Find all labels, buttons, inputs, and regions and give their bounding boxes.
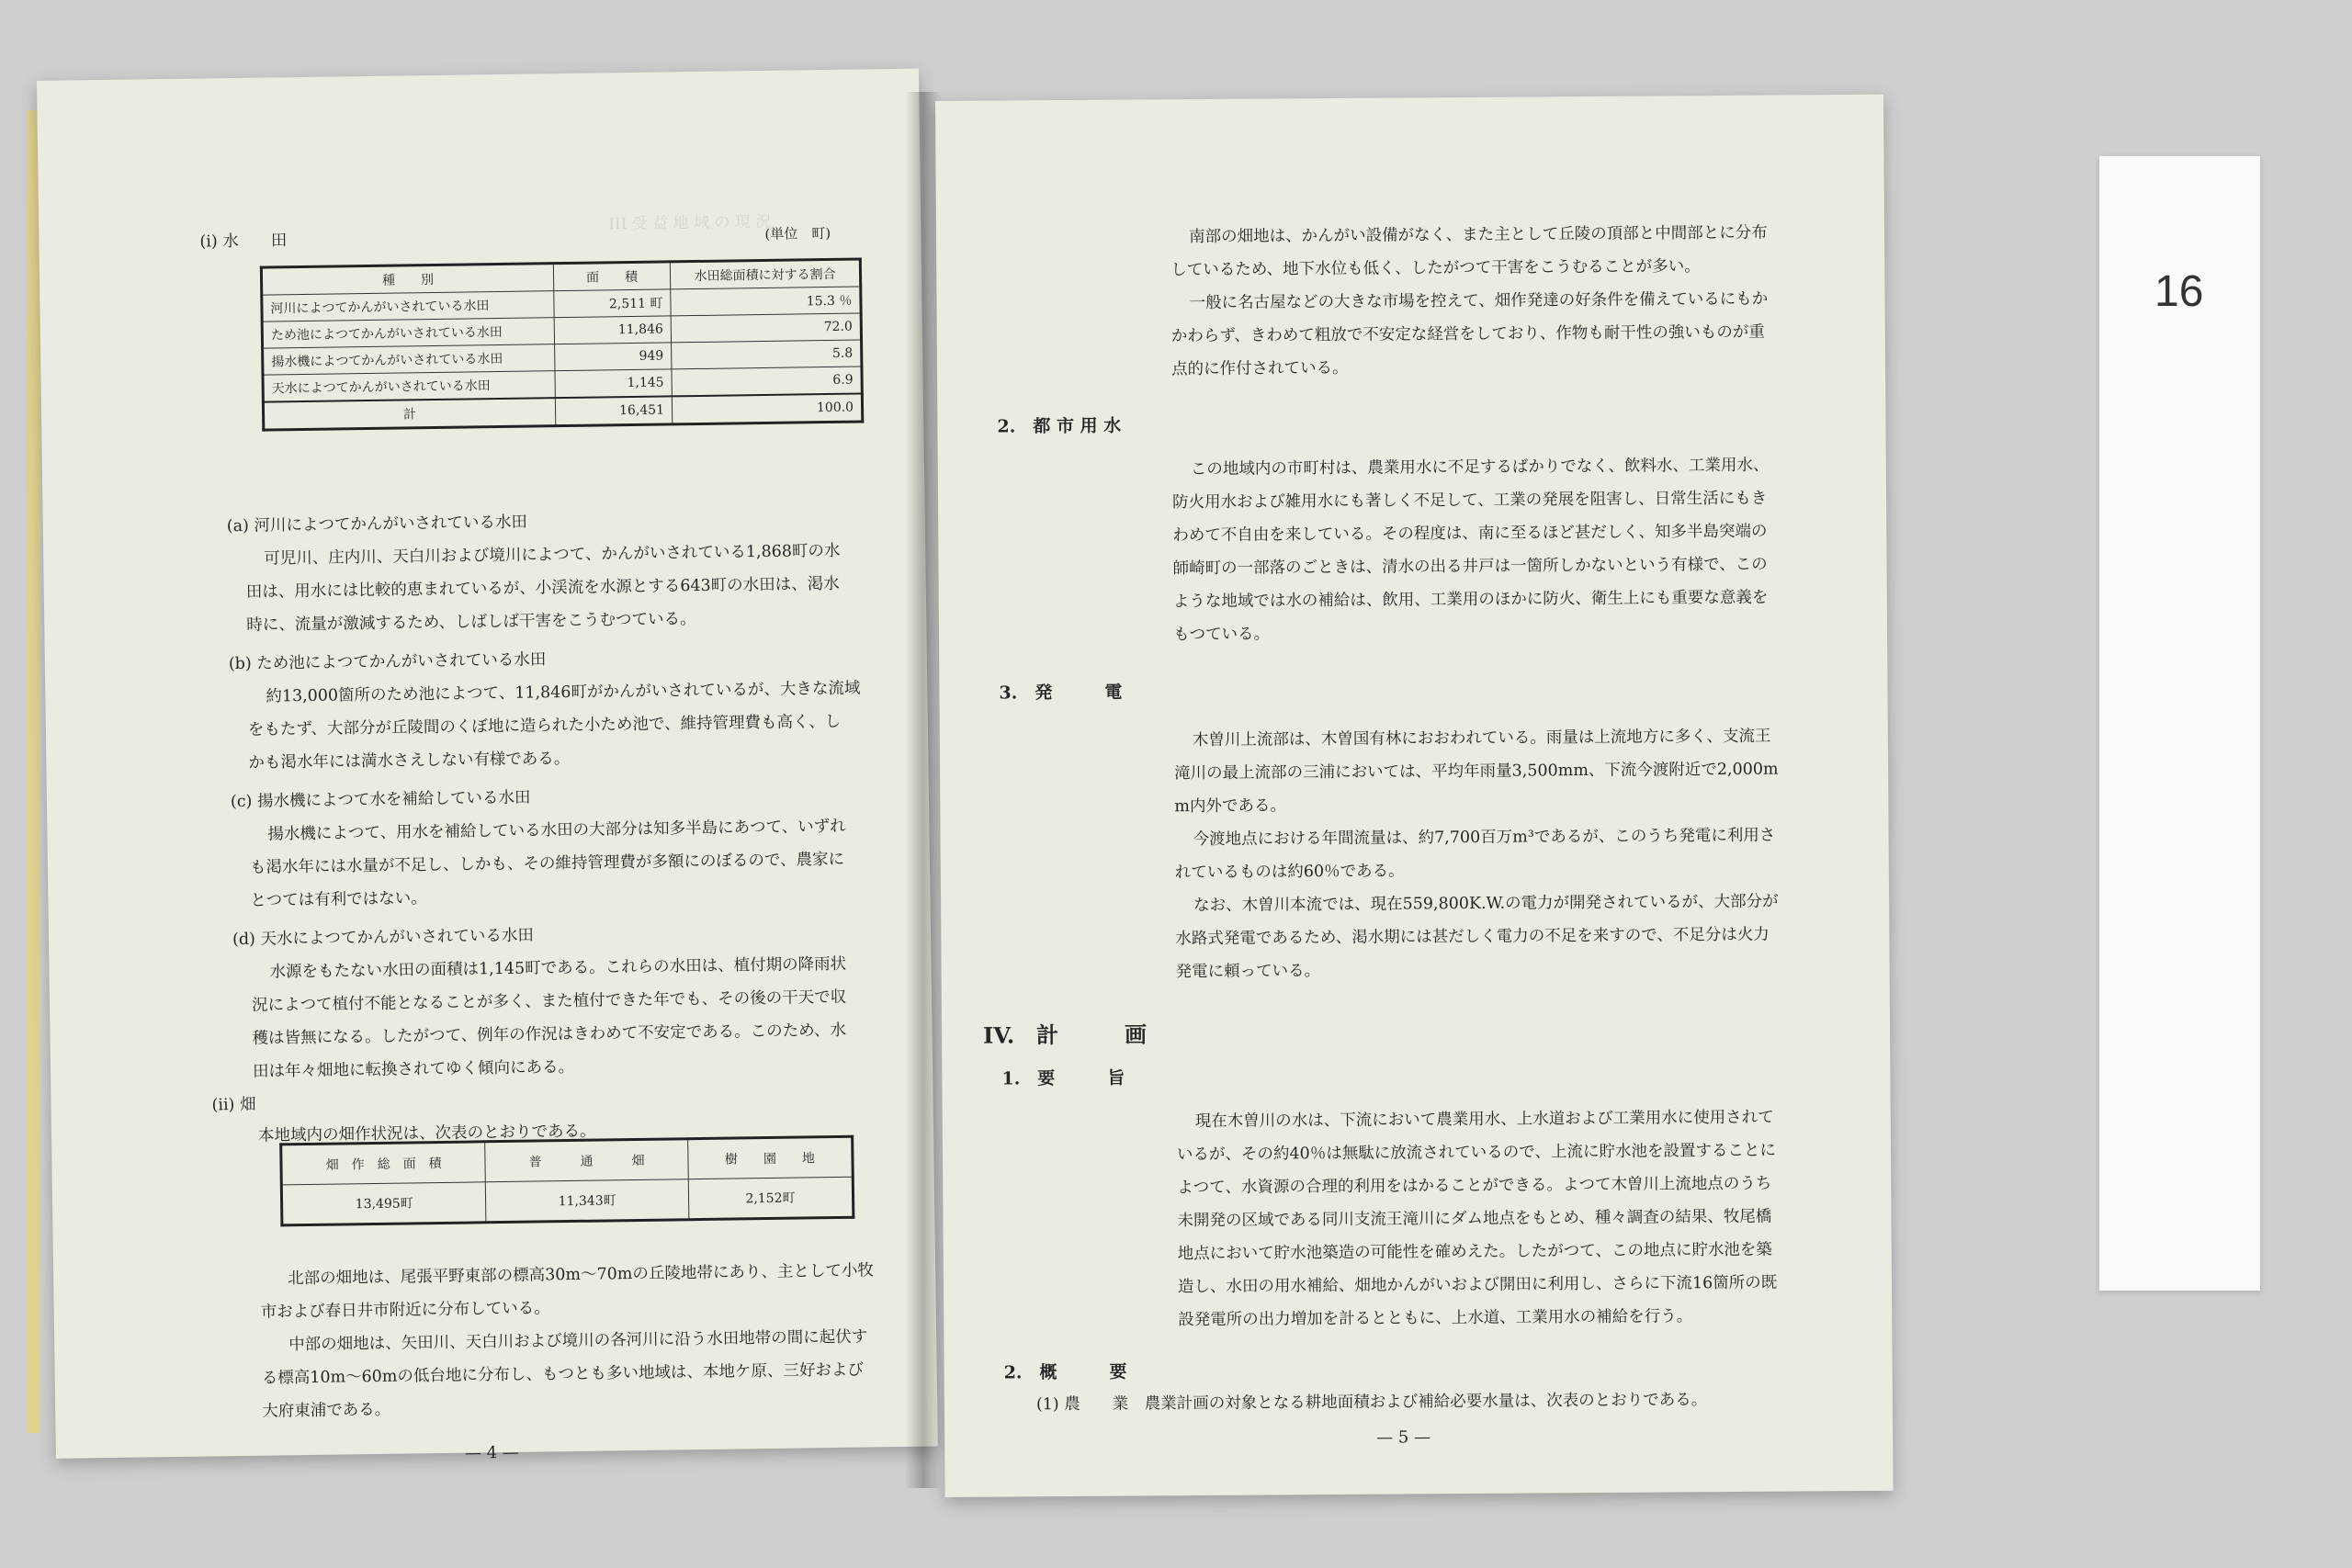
purpose-line: 現在木曽川の水は、下流において農業用水、上水道および工業用水に使用されて xyxy=(1194,1108,1774,1132)
right-top-line: しているため、地下水位も低く、したがつて干害をこうむることが多い。 xyxy=(1170,257,1701,280)
urban-water-line: この地域内の市町村は、農業用水に不足するばかりでなく、飲料水、工業用水、 xyxy=(1190,456,1770,479)
table-header: 普 通 畑 xyxy=(485,1139,688,1182)
section-power-title: 3. 発 電 xyxy=(999,682,1123,704)
urban-water-line: もつている。 xyxy=(1172,625,1271,645)
subsection-a-line: 田は、用水には比較的恵まれているが、小渓流を水源とする643町の水田は、渇水 xyxy=(245,574,840,602)
table-cell: 13,495町 xyxy=(281,1182,486,1225)
index-tag-number: 16 xyxy=(2154,267,2204,316)
table-cell: 2,152町 xyxy=(688,1177,854,1219)
left-page xyxy=(37,69,938,1463)
subsection-a-title: (a) 河川によつてかんがいされている水田 xyxy=(226,513,528,536)
subsection-c-title: (c) 揚水機によつて水を補給している水田 xyxy=(230,788,531,812)
section-outline-title: 2. 概 要 xyxy=(1003,1361,1127,1383)
subsection-d-title: (d) 天水によつてかんがいされている水田 xyxy=(232,926,535,950)
subsection-c-line: も渇水年には水量が不足し、しかも、その維持管理費が多額にのぼるので、農家に xyxy=(249,850,845,877)
table-header: 樹 園 地 xyxy=(688,1136,854,1179)
unit-cho: 町 xyxy=(650,296,663,311)
power-line: 木曽川上流部は、木曽国有林におおわれている。雨量は上流地方に多く、支流王 xyxy=(1192,727,1771,750)
right-top-line: 一般に名古屋などの大きな市場を控えて、畑作発達の好条件を備えているにもか xyxy=(1189,289,1769,313)
urban-water-line: わめて不自由を来している。その程度は、南に至るほど甚だしく、知多半島突端の xyxy=(1172,522,1768,546)
subsection-a-line: 時に、流量が激減するため、しばしば干害をこうむつている。 xyxy=(246,610,696,635)
section-plan-title: IV. 計 画 xyxy=(983,1021,1148,1049)
page-number-right: — 5 — xyxy=(1376,1427,1431,1448)
purpose-line: いるが、その約40％は無駄に放流されているので、上流に貯水池を設置することに xyxy=(1176,1141,1776,1165)
section-purpose-title: 1. 要 旨 xyxy=(1001,1067,1125,1089)
subsection-b-line: をもたず、大部分が丘陵間のくぼ地に造られた小ため池で、維持管理費も高く、し xyxy=(247,712,842,739)
power-line: m内外である。 xyxy=(1174,796,1287,817)
section-paddy-title: (i) 水 田 xyxy=(199,231,288,252)
page-number-left: — 4 — xyxy=(464,1442,519,1463)
urban-water-line: 防火用水および雑用水にも著しく不足して、工業の発展を阻害し、日常生活にもき xyxy=(1171,489,1768,513)
urban-water-line: 師崎町の一部落のごときは、清水の出る井戸は一箇所しかないという有様で、この xyxy=(1172,555,1768,579)
power-line: 発電に頼っている。 xyxy=(1175,962,1321,982)
upland-middle-line: 中部の畑地は、矢田川、天白川および境川の各河川に沿う水田地帯の間に起伏す xyxy=(288,1327,868,1355)
purpose-line: 未開発の区域である同川支流王滝川にダム地点をもとめ、種々調査の結果、牧尾橋 xyxy=(1177,1207,1772,1231)
subsection-c-line: 揚水機によつて、用水を補給している水田の大部分は知多半島にあつて、いずれ xyxy=(267,817,846,844)
bleed-through-text: III 受 益 地 域 の 現 況 xyxy=(608,212,772,234)
right-top-line: 点的に作付されている。 xyxy=(1170,358,1349,379)
table-cell: 天水によつてかんがいされている水田 xyxy=(263,371,555,402)
subsection-c-line: とつては有利ではない。 xyxy=(250,889,427,910)
power-line: なお、木曽川本流では、現在559,800K.W.の電力が開発されているが、大部分が xyxy=(1193,892,1779,916)
purpose-line: よつて、水資源の合理的利用をはかることができる。よつて木曽川上流地点のうち xyxy=(1177,1174,1772,1198)
power-line: れているものは約60％である。 xyxy=(1174,862,1405,883)
power-line: 今渡地点における年間流量は、約7,700百万m³であるが、このうち発電に利用さ xyxy=(1193,826,1776,850)
subsection-d-line: 況によつて植付不能となることが多く、また植付できた年でも、その後の干天で収 xyxy=(251,987,847,1015)
right-page xyxy=(935,95,1894,1497)
outline-agriculture-line: (1) 農 業 農業計画の対象となる耕地面積および補給必要水量は、次表のとおりである。 xyxy=(1035,1391,1708,1415)
power-line: 滝川の最上流部の三浦においては、平均年雨量3,500mm、下流今渡附近で2,000m xyxy=(1174,760,1779,784)
table-header: 水田総面積に対する割合 xyxy=(670,259,860,289)
table-cell: ため池によつてかんがいされている水田 xyxy=(262,318,554,348)
upland-north-line: 北部の畑地は、尾張平野東部の標高30m～70mの丘陵地帯にあり、主として小牧 xyxy=(288,1261,875,1289)
upland-north-line: 市および春日井市附近に分布している。 xyxy=(260,1299,550,1322)
unit-label: (単位 町) xyxy=(764,224,831,243)
right-top-line: かわらず、きわめて粗放で不安定な経営をしており、作物も耐干性の強いものが重 xyxy=(1170,322,1765,346)
subsection-d-line: 穫は皆無になる。したがつて、例年の作況はきわめて不安定である。このため、水 xyxy=(252,1021,847,1048)
subsection-b-line: 約13,000箇所のため池によつて、11,846町がかんがいされているが、大きな流域 xyxy=(266,679,861,706)
table-header: 種 別 xyxy=(261,264,553,295)
purpose-line: 設発電所の出力増加を計るとともに、上水道、工業用水の補給を行う。 xyxy=(1178,1307,1693,1330)
upland-table xyxy=(279,1135,854,1227)
table-cell: 949 xyxy=(555,343,672,371)
power-line: 水路式発電であるため、渇水期には甚だしく電力の不足を来すので、不足分は火力 xyxy=(1175,925,1770,949)
paddy-table xyxy=(260,257,864,431)
table-cell: 72.0 xyxy=(671,313,861,343)
subsection-d-line: 水源をもたない水田の面積は1,145町である。これらの水田は、植付期の降雨状 xyxy=(269,954,847,982)
upland-middle-line: る標高10m～60mの低台地に分布し、もつとも多い地域は、本地ケ原、三好および xyxy=(261,1360,865,1388)
table-cell: 河川によつてかんがいされている水田 xyxy=(262,291,554,321)
index-tag xyxy=(2099,156,2260,1291)
table-header: 畑 作 総 面 積 xyxy=(281,1142,486,1185)
table-cell: 11,343町 xyxy=(486,1179,689,1223)
purpose-line: 造し、水田の用水補給、畑地かんがいおよび開田に利用し、さらに下流16箇所の既 xyxy=(1177,1273,1778,1297)
purpose-line: 地点において貯水池築造の可能性を確めえた。したがつて、この地点に貯水池を築 xyxy=(1177,1240,1772,1264)
section-upland-title: (ii) 畑 xyxy=(211,1095,256,1115)
table-cell: 2,511 町 xyxy=(554,289,671,318)
table-header: 面 積 xyxy=(553,262,670,291)
table-cell: 15.3 ％ xyxy=(671,287,861,316)
table-cell: 計 xyxy=(263,398,555,430)
section-urban-water-title: 2. 都 市 用 水 xyxy=(997,415,1122,437)
upland-intro: 本地域内の畑作状況は、次表のとおりである。 xyxy=(257,1122,596,1145)
subsection-b-title: (b) ため池によつてかんがいされている水田 xyxy=(228,650,547,674)
table-cell: 11,846 xyxy=(554,316,671,344)
subsection-b-line: かも渇水年には満水さえしない有様である。 xyxy=(248,749,571,773)
subsection-a-line: 可児川、庄内川、天白川および境川によつて、かんがいされている1,868町の水 xyxy=(264,541,841,569)
page-edge-stack xyxy=(28,110,40,1433)
table-cell: 5.8 xyxy=(672,340,862,369)
subsection-d-line: 田は年々畑地に転換されてゆく傾向にある。 xyxy=(252,1057,575,1081)
upland-middle-line: 大府東浦である。 xyxy=(262,1400,391,1421)
table-cell: 16,451 xyxy=(555,396,672,425)
table-cell: 100.0 xyxy=(672,393,862,423)
unit-percent: ％ xyxy=(839,293,853,309)
table-cell: 1,145 xyxy=(555,369,672,398)
table-cell: 6.9 xyxy=(672,367,862,396)
table-row xyxy=(281,1177,854,1225)
right-top-line: 南部の畑地は、かんがい設備がなく、また主として丘陵の頂部と中間部とに分布 xyxy=(1188,223,1768,247)
table-cell: 揚水機によつてかんがいされている水田 xyxy=(263,344,555,375)
urban-water-line: ような地域では水の補給は、飲用、工業用のほかに防火、衛生上にも重要な意義を xyxy=(1172,588,1769,612)
